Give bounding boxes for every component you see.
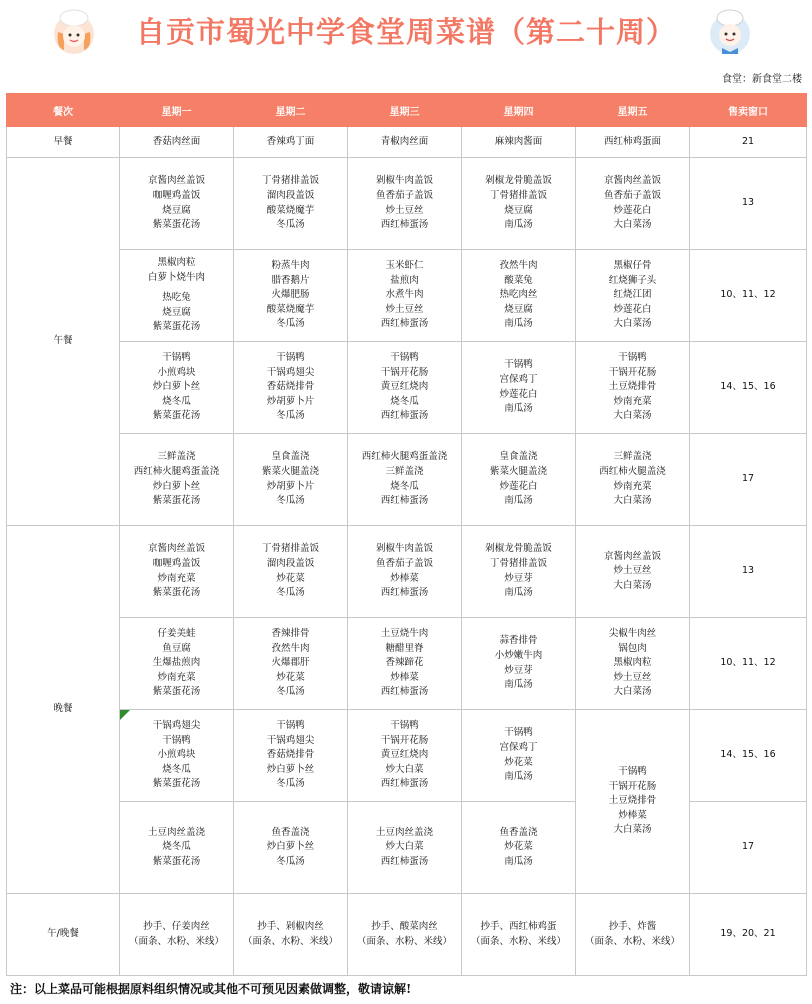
menu-cell	[576, 894, 690, 976]
dish-item: 炒花菜	[276, 671, 305, 683]
menu-cell	[120, 526, 234, 618]
dish-item: 孜然牛肉	[271, 642, 310, 654]
column-header: 餐次	[7, 94, 120, 127]
dish-item: 紫菜火腿盖浇	[261, 465, 319, 477]
menu-cell	[234, 618, 348, 710]
breakfast-row	[7, 127, 807, 158]
dish-item: 京酱肉丝盖饭	[147, 543, 205, 555]
meal-label: 午/晚餐	[7, 894, 120, 976]
dish-item: 水煮牛肉	[385, 289, 424, 301]
dish-item: 炒土豆丝	[385, 204, 424, 216]
dish-item: 炒南充菜	[157, 671, 196, 683]
dish-item: 干锅鸭	[276, 720, 305, 732]
dish-item: 烧豆腐	[162, 204, 191, 216]
menu-cell	[234, 710, 348, 802]
menu-cell	[348, 158, 462, 250]
dish-item: 皇食盖浇	[271, 451, 310, 463]
dish-item: 土豆烧牛肉	[380, 628, 429, 640]
dish-item: 大白菜汤	[613, 219, 652, 231]
dish-item: 玉米虾仁	[385, 260, 424, 272]
dish-item: 热吃兔	[162, 292, 191, 304]
menu-cell: 青椒肉丝面	[348, 127, 462, 158]
dish-item: 蒜香排骨	[499, 635, 538, 647]
dish-item: 炒花菜	[504, 756, 533, 768]
dish-item: 干锅鸭	[390, 352, 419, 364]
menu-cell	[576, 250, 690, 342]
dish-item: 西红柿火腿盖浇	[599, 465, 666, 477]
dish-item: 香辣蹄花	[385, 657, 424, 669]
column-header: 星期二	[234, 94, 348, 127]
dish-item: 香菇烧排骨	[266, 749, 315, 761]
dish-item: 大白菜汤	[613, 824, 652, 836]
menu-cell	[120, 434, 234, 526]
dish-item: 鱼香盖浇	[271, 826, 310, 838]
dish-item: 三鲜盖浇	[157, 451, 196, 463]
page-title: 自贡市蜀光中学食堂周菜谱（第二十周）	[135, 15, 676, 49]
dish-item: 咖喱鸡盖饭	[152, 189, 201, 201]
dish-item: 干锅开花肠	[380, 734, 429, 746]
dish-item: （面条、水粉、米线）	[584, 935, 680, 947]
menu-cell	[120, 894, 234, 976]
dish-item: 香辣排骨	[271, 628, 310, 640]
dish-item: （面条、水粉、米线）	[128, 935, 224, 947]
dish-item: 炒豆芽	[504, 572, 533, 584]
menu-cell	[462, 802, 576, 894]
dish-item: 紫菜蛋花汤	[152, 855, 201, 867]
dish-item: 炒棒菜	[390, 671, 419, 683]
dish-item: 干锅开花肠	[380, 366, 429, 378]
dish-item: 炒南充菜	[613, 395, 652, 407]
dish-item: 烧冬瓜	[390, 480, 419, 492]
dish-item: 干锅鸡翅尖	[266, 366, 315, 378]
dish-item: 西红柿蛋汤	[380, 495, 429, 507]
dish-item: 炒大白菜	[385, 763, 424, 775]
dinner-row	[7, 526, 807, 618]
dish-item: 烧豆腐	[504, 303, 533, 315]
menu-cell	[348, 250, 462, 342]
column-header: 售卖窗口	[690, 94, 807, 127]
menu-cell	[234, 250, 348, 342]
dish-item: 溜肉段盖饭	[266, 189, 315, 201]
menu-cell	[120, 618, 234, 710]
dish-item: 土豆肉丝盖浇	[147, 826, 205, 838]
dish-item: 红烧狮子头	[608, 274, 657, 286]
dish-item: 红烧江团	[613, 289, 652, 301]
dish-item: 紫菜蛋花汤	[152, 686, 201, 698]
menu-cell	[348, 526, 462, 618]
dish-item: 炒胡萝卜片	[266, 395, 315, 407]
menu-cell	[234, 802, 348, 894]
menu-cell	[348, 802, 462, 894]
sale-window: 10、11、12	[690, 618, 807, 710]
menu-cell	[120, 158, 234, 250]
dish-item: 腊香鹅片	[271, 274, 310, 286]
dish-item: 黑椒肉粒	[613, 657, 652, 669]
dish-item: 南瓜汤	[504, 318, 533, 330]
dish-item: 鱼香盖浇	[499, 826, 538, 838]
menu-cell	[120, 710, 234, 802]
dish-item: 冬瓜汤	[276, 318, 305, 330]
dish-item: 丁骨猪排盖饭	[489, 189, 547, 201]
dish-item: 大白菜汤	[613, 495, 652, 507]
dish-item: 西红柿蛋汤	[380, 318, 429, 330]
sale-window: 14、15、16	[690, 710, 807, 802]
dish-item: 紫菜蛋花汤	[152, 321, 201, 333]
menu-cell: 西红柿鸡蛋面	[576, 127, 690, 158]
menu-cell	[234, 526, 348, 618]
dish-item: （面条、水粉、米线）	[470, 935, 566, 947]
dish-item: 炒莲花白	[613, 303, 652, 315]
table-header-row	[7, 94, 807, 127]
weekly-menu-table	[6, 93, 807, 976]
dish-item: 土豆烧排骨	[608, 795, 657, 807]
dish-item: 紫菜蛋花汤	[152, 778, 201, 790]
dish-item: 宫保鸡丁	[499, 373, 538, 385]
dish-item: 三鲜盖浇	[385, 465, 424, 477]
dish-item: 西红柿蛋汤	[380, 587, 429, 599]
dish-item: 皇食盖浇	[499, 451, 538, 463]
dish-item: 南瓜汤	[504, 219, 533, 231]
dish-item: 烧冬瓜	[390, 395, 419, 407]
dish-item: 炒白萝卜丝	[152, 381, 201, 393]
dish-item: 干锅鸭	[618, 766, 647, 778]
dish-item: 香菇烧排骨	[266, 381, 315, 393]
dish-item: 剁椒龙骨脆盖饭	[485, 543, 552, 555]
menu-cell	[234, 158, 348, 250]
dish-item: 南瓜汤	[504, 495, 533, 507]
menu-cell	[348, 434, 462, 526]
dish-item: 冬瓜汤	[276, 855, 305, 867]
menu-cell	[462, 526, 576, 618]
dish-item: 南瓜汤	[504, 855, 533, 867]
dish-item: 炒花菜	[504, 841, 533, 853]
dish-item: 西红柿蛋汤	[380, 855, 429, 867]
dish-item: 大白菜汤	[613, 410, 652, 422]
menu-cell	[576, 342, 690, 434]
dinner-row	[7, 618, 807, 710]
dish-item: 炒南充菜	[157, 572, 196, 584]
menu-cell	[120, 250, 234, 342]
menu-cell	[234, 342, 348, 434]
chef-boy-mascot-icon	[706, 8, 754, 56]
dish-item: 炒豆芽	[504, 664, 533, 676]
dish-item: 盐煎肉	[390, 274, 419, 286]
dish-item: 干锅鸭	[276, 352, 305, 364]
menu-cell	[576, 434, 690, 526]
dish-item: 干锅鸭	[618, 352, 647, 364]
dish-item: 小煎鸡块	[157, 749, 196, 761]
dish-item: 西红柿蛋汤	[380, 410, 429, 422]
dish-item: 炒花菜	[276, 572, 305, 584]
menu-cell	[576, 618, 690, 710]
dish-item: 烧豆腐	[162, 306, 191, 318]
dish-item: 剁椒牛肉盖饭	[375, 543, 433, 555]
dish-item: 酸菜烧魔芋	[266, 204, 315, 216]
dish-item: 炒大白菜	[385, 841, 424, 853]
dish-item: 干锅鸭	[162, 734, 191, 746]
canteen-location: 食堂：新食堂二楼	[722, 74, 802, 85]
dish-item: 炒莲花白	[613, 204, 652, 216]
menu-cell-merged	[576, 710, 690, 894]
dish-item: 南瓜汤	[504, 587, 533, 599]
dish-item: 酸菜兔	[504, 274, 533, 286]
dish-item: （面条、水粉、米线）	[242, 935, 338, 947]
sale-window: 21	[690, 127, 807, 158]
menu-cell	[348, 342, 462, 434]
menu-cell	[462, 434, 576, 526]
menu-cell: 香辣鸡丁面	[234, 127, 348, 158]
menu-cell	[462, 710, 576, 802]
dish-item: 黑椒肉粒	[157, 257, 196, 269]
dish-item: 炒南充菜	[613, 480, 652, 492]
dish-item: 炒白萝卜丝	[152, 480, 201, 492]
dish-item: 丁骨猪排盖饭	[261, 175, 319, 187]
dish-item: 鱼香茄子盖饭	[375, 557, 433, 569]
menu-cell	[576, 526, 690, 618]
dish-item: 炒棒菜	[618, 809, 647, 821]
dish-item: 炒棒菜	[390, 572, 419, 584]
noon-evening-row	[7, 894, 807, 976]
dish-item: 紫菜蛋花汤	[152, 219, 201, 231]
dish-item: （面条、水粉、米线）	[356, 935, 452, 947]
dish-item: 西红柿蛋汤	[380, 778, 429, 790]
dish-item: 炒白萝卜丝	[266, 763, 315, 775]
dish-item: 三鲜盖浇	[613, 451, 652, 463]
header	[0, 0, 812, 66]
dinner-row	[7, 710, 807, 802]
lunch-row	[7, 342, 807, 434]
sale-window: 14、15、16	[690, 342, 807, 434]
menu-cell	[462, 618, 576, 710]
menu-cell	[348, 894, 462, 976]
dish-item: 南瓜汤	[504, 679, 533, 691]
dish-item: 紫菜火腿盖浇	[489, 465, 547, 477]
menu-cell	[120, 342, 234, 434]
dish-item: 粉蒸牛肉	[271, 260, 310, 272]
dish-item: 丁骨猪排盖饭	[489, 557, 547, 569]
dish-item: 抄手、仔姜肉丝	[143, 920, 210, 932]
dish-item: 酸菜烧魔芋	[266, 303, 315, 315]
dish-item: 火爆郡肝	[271, 657, 310, 669]
dish-item: 白萝卜烧牛肉	[147, 271, 205, 283]
dish-item: 咖喱鸡盖饭	[152, 557, 201, 569]
dish-item: 鱼豆腐	[162, 642, 191, 654]
dish-item: 黄豆红烧肉	[380, 381, 429, 393]
dish-item: 小煎鸡块	[157, 366, 196, 378]
dish-item: 剁椒牛肉盖饭	[375, 175, 433, 187]
dish-item: 干锅开花肠	[608, 780, 657, 792]
dish-item: 抄手、西红柿鸡蛋	[480, 920, 557, 932]
dish-item: 冬瓜汤	[276, 410, 305, 422]
dish-item: 干锅鸭	[390, 720, 419, 732]
lunch-row	[7, 158, 807, 250]
menu-cell	[462, 250, 576, 342]
dish-item: 烧冬瓜	[162, 841, 191, 853]
meal-label: 晚餐	[7, 526, 120, 894]
menu-cell	[462, 158, 576, 250]
dish-item: 炒土豆丝	[613, 565, 652, 577]
lunch-row	[7, 250, 807, 342]
dish-item: 黄豆红烧肉	[380, 749, 429, 761]
sale-window: 17	[690, 434, 807, 526]
dish-item: 炒土豆丝	[613, 671, 652, 683]
dish-item: 孜然牛肉	[499, 260, 538, 272]
dish-item: 紫菜蛋花汤	[152, 587, 201, 599]
dish-item: 冬瓜汤	[276, 219, 305, 231]
dish-item: 丁骨猪排盖饭	[261, 543, 319, 555]
sale-window: 19、20、21	[690, 894, 807, 976]
dish-item: 大白菜汤	[613, 579, 652, 591]
dish-item: 土豆肉丝盖浇	[375, 826, 433, 838]
dish-item: 黑椒仔骨	[613, 260, 652, 272]
dish-item: 干锅开花肠	[608, 366, 657, 378]
column-header: 星期五	[576, 94, 690, 127]
column-header: 星期三	[348, 94, 462, 127]
menu-cell: 香菇肉丝面	[120, 127, 234, 158]
dish-item: 剁椒龙骨脆盖饭	[485, 175, 552, 187]
dish-item: 炒胡萝卜片	[266, 480, 315, 492]
dish-item: 生爆盐煎肉	[152, 657, 201, 669]
dish-item: 西红柿蛋汤	[380, 686, 429, 698]
dish-item: 炒土豆丝	[385, 303, 424, 315]
dish-item: 京酱肉丝盖饭	[147, 175, 205, 187]
dish-item: 西红柿火腿鸡蛋盖浇	[133, 465, 220, 477]
dish-item: 鱼香茄子盖饭	[603, 189, 661, 201]
dish-item: 炒莲花白	[499, 480, 538, 492]
footnote: 注：以上菜品可能根据原料组织情况或其他不可预见因素做调整，敬请谅解!	[10, 982, 412, 996]
comment-flag-icon	[120, 710, 130, 720]
dish-item: 干锅鸭	[504, 727, 533, 739]
dish-item: 大白菜汤	[613, 318, 652, 330]
meal-label: 午餐	[7, 158, 120, 526]
dish-item: 热吃肉丝	[499, 289, 538, 301]
dish-item: 京酱肉丝盖饭	[603, 175, 661, 187]
dish-item: 京酱肉丝盖饭	[603, 550, 661, 562]
dish-item: 西红柿火腿鸡蛋盖浇	[361, 451, 448, 463]
dish-item: 大白菜汤	[613, 686, 652, 698]
sale-window: 10、11、12	[690, 250, 807, 342]
dish-item: 西红柿蛋汤	[380, 219, 429, 231]
menu-cell	[462, 342, 576, 434]
dish-item: 抄手、炸酱	[608, 920, 657, 932]
dish-item: 干锅鸡翅尖	[266, 734, 315, 746]
dish-item: 溜肉段盖饭	[266, 557, 315, 569]
dish-item: 南瓜汤	[504, 771, 533, 783]
dish-item: 小炒嫩牛肉	[494, 649, 543, 661]
dish-item: 炒莲花白	[499, 388, 538, 400]
dish-item: 烧冬瓜	[162, 763, 191, 775]
dish-item: 南瓜汤	[504, 403, 533, 415]
dish-item: 仔姜美蛙	[157, 628, 196, 640]
dish-item: 干锅鸭	[504, 359, 533, 371]
dish-item: 炒白萝卜丝	[266, 841, 315, 853]
menu-cell	[348, 618, 462, 710]
menu-cell	[462, 894, 576, 976]
column-header: 星期一	[120, 94, 234, 127]
column-header: 星期四	[462, 94, 576, 127]
menu-cell	[348, 710, 462, 802]
sale-window: 13	[690, 526, 807, 618]
menu-cell	[234, 434, 348, 526]
sale-window: 17	[690, 802, 807, 894]
lunch-row	[7, 434, 807, 526]
dish-item: 火爆肥肠	[271, 289, 310, 301]
dish-item: 冬瓜汤	[276, 587, 305, 599]
sale-window: 13	[690, 158, 807, 250]
dish-item: 抄手、剁椒肉丝	[257, 920, 324, 932]
menu-cell: 麻辣肉酱面	[462, 127, 576, 158]
dish-item: 宫保鸡丁	[499, 741, 538, 753]
dish-item: 锅包肉	[618, 642, 647, 654]
dish-item: 烧豆腐	[504, 204, 533, 216]
dish-item: 干锅鸭	[162, 352, 191, 364]
dish-item: 抄手、酸菜肉丝	[371, 920, 438, 932]
menu-cell	[120, 802, 234, 894]
meal-label: 早餐	[7, 127, 120, 158]
dish-item: 冬瓜汤	[276, 778, 305, 790]
dish-item: 冬瓜汤	[276, 686, 305, 698]
dish-item: 尖椒牛肉丝	[608, 628, 657, 640]
dish-item: 紫菜蛋花汤	[152, 495, 201, 507]
dish-item: 冬瓜汤	[276, 495, 305, 507]
menu-cell	[234, 894, 348, 976]
menu-cell	[576, 158, 690, 250]
dish-item: 紫菜蛋花汤	[152, 410, 201, 422]
dish-item: 干锅鸡翅尖	[152, 720, 201, 732]
dish-item: 鱼香茄子盖饭	[375, 189, 433, 201]
dish-item: 土豆烧排骨	[608, 381, 657, 393]
dish-item: 糖醋里脊	[385, 642, 424, 654]
dish-item: 烧冬瓜	[162, 395, 191, 407]
